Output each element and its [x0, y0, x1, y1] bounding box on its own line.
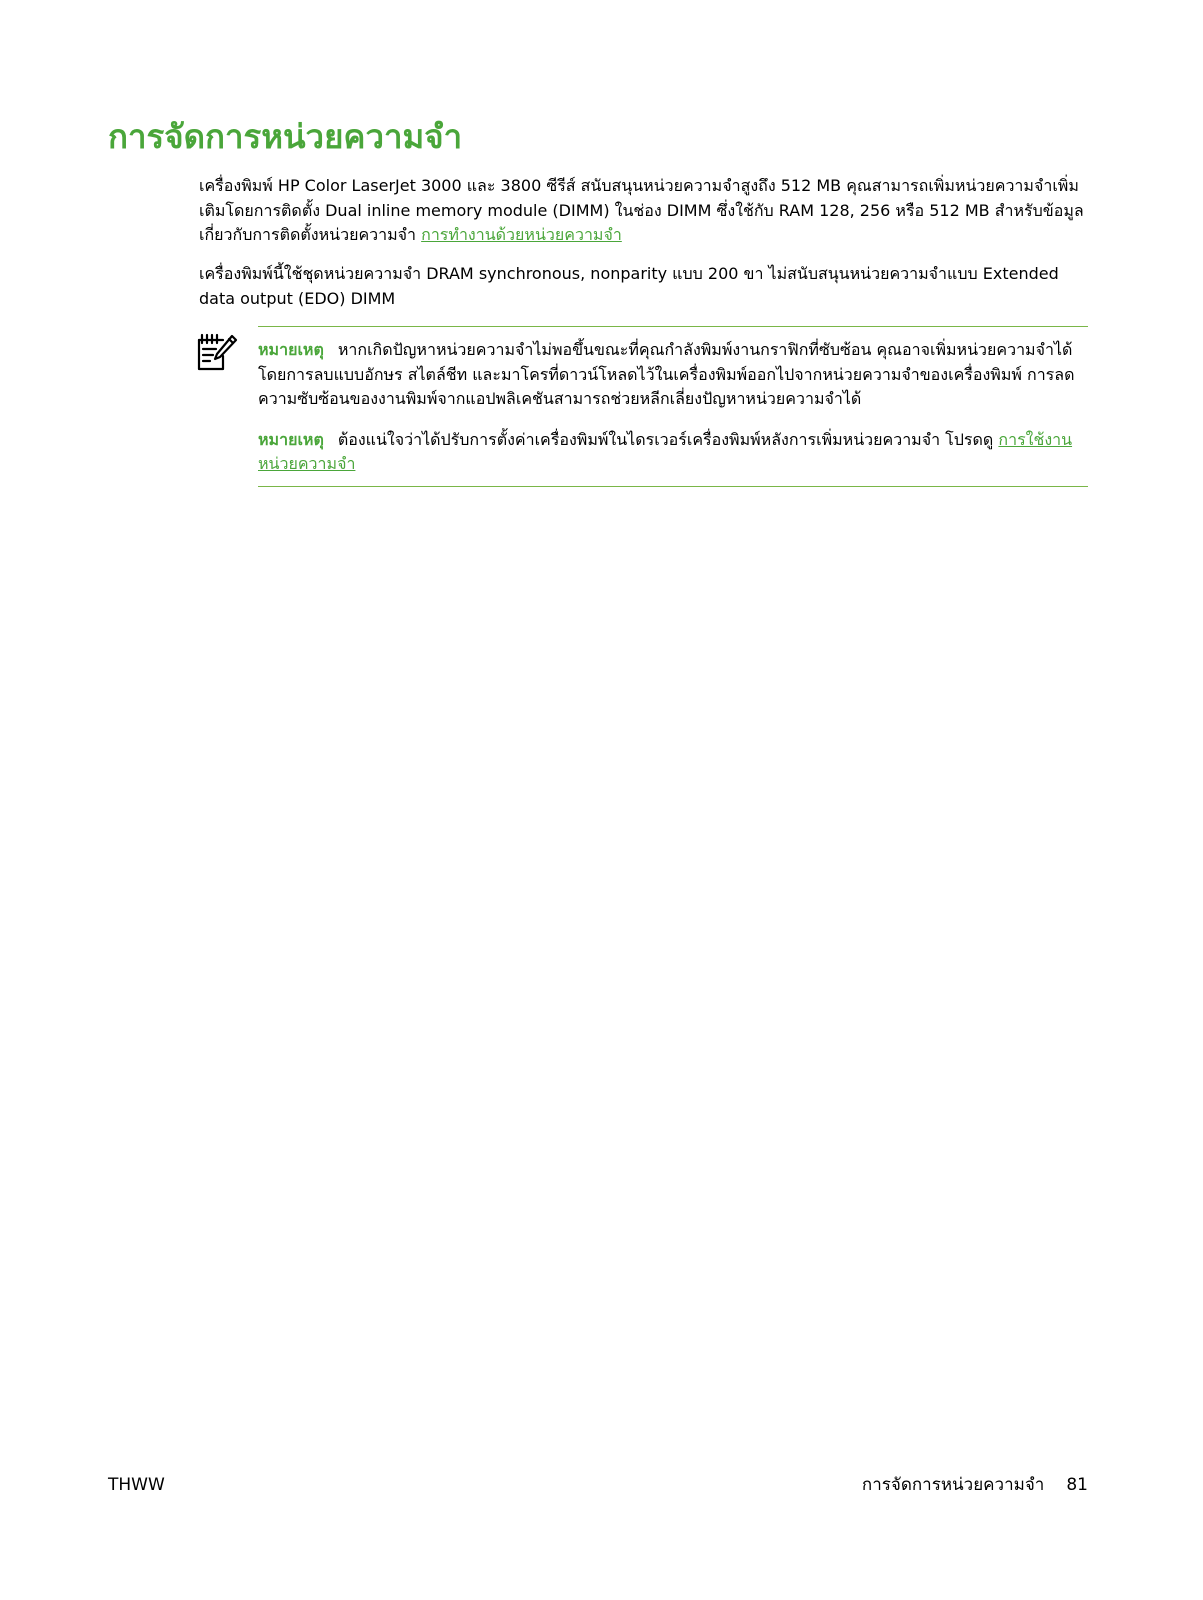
note-text: ต้องแน่ใจว่าได้ปรับการตั้งค่าเครื่องพิมพ์ในไดรเวอร์เครื่องพิมพ์หลังการเพิ่มหน่วยความจำ โปรดดู — [337, 429, 999, 449]
notes-box — [258, 326, 1088, 487]
memory-usage-link[interactable]: การใช้งานหน่วยความจำ — [258, 429, 1073, 473]
note-label: หมายเหตุ — [258, 340, 324, 359]
footer-section: การจัดการหน่วยความจำ — [861, 1475, 1045, 1495]
footer-right — [862, 1473, 1088, 1497]
note-text: หากเกิดปัญหาหน่วยความจำไม่พอขึ้นขณะที่คุณกำลังพิมพ์งานกราฟิกที่ซับซ้อน คุณอาจเพิ่มหน่วยความจำได้โดยการลบแบบอักษร สไตล์ชีท และมาโครที่ดาวน์โหลดไว้ในเครื่องพิมพ์ออกไปจากหน่วยความจำของเครื่องพิมพ์ การลดความซับซ้อนของงานพิมพ์จากแอปพลิเคชันสามารถช่วยหลีกเลี่ยงปัญหาหน่วยความจำได้ — [258, 340, 1075, 408]
dram-paragraph: เครื่องพิมพ์นี้ใช้ชุดหน่วยความจำ DRAM synchronous, nonparity แบบ 200 ขา ไม่สนับสนุนหน่วยความจำแบบ Extended data output (EDO) DIMM — [199, 264, 1059, 308]
intro-paragraph — [199, 174, 1089, 248]
page-title: การจัดการหน่วยความจำ — [108, 117, 463, 156]
note-memory-error — [258, 338, 1088, 412]
note-pencil-icon — [196, 332, 238, 372]
note-driver-settings — [258, 428, 1088, 477]
memory-operation-link[interactable]: การทำงานด้วยหน่วยความจำ — [421, 225, 622, 244]
footer-left: THWW — [108, 1475, 165, 1495]
note-label: หมายเหตุ — [258, 429, 324, 449]
page-number: 81 — [1066, 1475, 1088, 1495]
intro-paragraph-text: เครื่องพิมพ์ HP Color LaserJet 3000 และ 3800 ซีรีส์ สนับสนุนหน่วยความจำสูงถึง 512 MB คุณสามารถเพิ่มหน่วยความจำเพิ่มเติมโดยการติดตั้ง Dual inline memory module (DIMM) ในช่อง DIMM ซึ่งใช้กับ RAM 128, 256 หรือ 512 MB สำหรับข้อมูลเกี่ยวกับการติดตั้งหน่วยความจำ — [199, 176, 1084, 244]
